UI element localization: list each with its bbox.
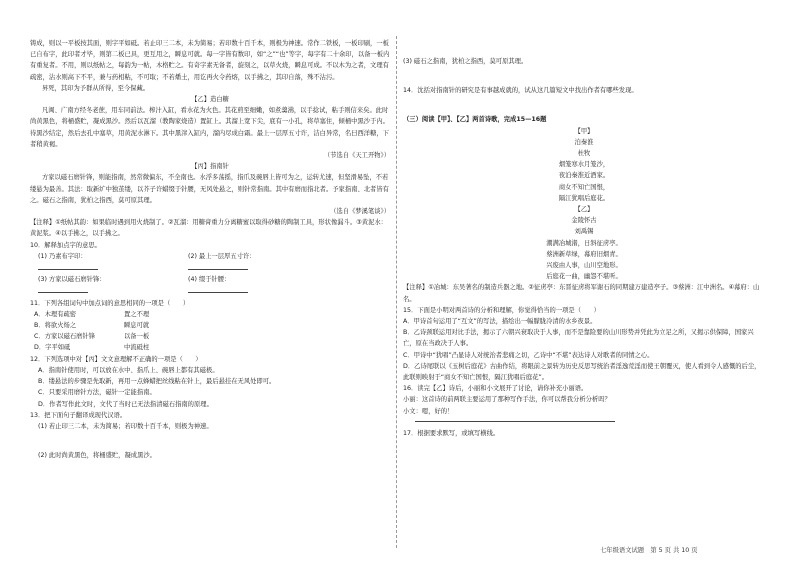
question-16: 16．读完【乙】诗后，小丽和小文展开了讨论，请你补充小丽语。	[403, 385, 588, 393]
q12-option-b: B．缕悬法的步骤是先取新，再用一点蜂蜡把丝线粘在针上，最后悬挂在无风处即可。	[38, 378, 276, 386]
poem1-title: 泊秦淮	[574, 138, 594, 146]
yi-source: （节选自《天工开物》）	[323, 152, 390, 160]
q13-sentence-1: (1) 若止印三二本，未为简易；若印数十百千本，则极为神速。	[38, 422, 213, 430]
bing-source: （选自《梦溪笔谈》）	[330, 208, 390, 216]
question-17: 17．根据要求默写，或填写横线。	[403, 429, 500, 437]
left-column	[30, 38, 390, 461]
answer-line[interactable]	[38, 285, 88, 293]
q12-option-a: A．指南针使用时，可以放在水中、指爪上、碗唇上都有其磁极。	[38, 366, 219, 374]
q10-item-4: (4) 缀于针腰：	[188, 276, 231, 284]
section-3-heading: （三）阅读【甲】、【乙】两首诗歌，完成15—16题	[403, 116, 547, 124]
bing-title: 【丙】指南针	[191, 163, 229, 171]
poem2-title: 金陵怀古	[571, 217, 597, 225]
right-column	[403, 38, 765, 439]
question-15: 15．下面是小明对两首诗的分析和理解，你觉得恰当的一项是（ ）	[403, 306, 600, 314]
q15-option-a: A．甲诗首句运用了“互文”的写法，描绘出一幅朦胧冷清的水乡夜景。	[403, 318, 597, 326]
q15-option-d: D．乙诗尾联以《玉树后庭花》古曲作结，将眼前之景转为历史反思写统治者淫逸荒淫而使王朝覆灭，使人看到令人感慨的后尘，此联则映射于“商女不知亡国恨，隔江犹唱后庭花”。	[403, 362, 761, 382]
poem2-line: 兴废由人事，山川空地形。	[546, 262, 622, 270]
q10-item-1: (1) 乃素布字印：	[38, 252, 87, 260]
q11-option-c: C．方家以磁石磨针锋 以备一板	[34, 333, 150, 341]
column-divider	[396, 36, 397, 548]
question-13: 13．把下面句子翻译成现代汉语。	[30, 411, 127, 419]
q11-option-b: B．将欲火炀之 瞬息可就	[34, 322, 150, 330]
yi-body: 凡闽、广南方经冬老蔗，用车同前法。榨汁入缸，看水花为火色。其花煎至细嫩，如煮羹沸，以手捻试，粘手则信来矣。此时尚黄黑色，将桶盛贮，凝成黑沙。然后以瓦溜（教陶家烧造）置缸上。其溜上宽下尖，底有一小孔，将草塞住，倾桶中黑沙于内。待黑沙结定，然后去孔中塞草，用黄泥水淋下。其中黑滓入缸内，溜内尽成白霜。最上一层厚五寸许，洁白异常，名曰西洋糖，下者稍黄褐。	[30, 107, 389, 148]
q11-option-a: A．木理有疏密 置之不理	[34, 310, 150, 318]
q15-option-b: B．乙诗颈联运用对比手法，揭示了六朝兴衰取决于人事，而不是靠险要的山川形势并凭此为立足之所，又揭示供保障，国家兴亡，原在当政决于人事。	[403, 329, 754, 348]
poem1-line: 烟笼寒水月笼沙，	[558, 161, 610, 169]
poem2-author: 刘禹锡	[574, 228, 594, 236]
q11-option-d: D．字平如砥 中流砥柱	[34, 344, 150, 352]
answer-line[interactable]	[188, 285, 248, 293]
poem1-tag: 【甲】	[574, 127, 594, 135]
poem2-tag: 【乙】	[574, 206, 594, 214]
q12-option-d: D．作者写作此文时，文代了当时已无法指清磁石指南的原理。	[38, 400, 213, 408]
bing-body: 方家以磁石磨针锋，则能指南，然常微偏东，不全南也。水浮多荡摇，指爪及碗唇上皆可为之，运转尤速，但坚滑易坠，不若缕悬为最善。其法：取新纩中独茧缕，以芥子许蜡缀于针腰，无风处悬之，则针常指南。其中有磨而指北者。予家指南、北者皆有之。磁石之指南，犹柏之指西，莫可原其理。	[30, 174, 389, 204]
q16-xiaowen: 小文：嗯，好的！	[403, 407, 454, 415]
poem2-line: 蔡洲新草绿，幕府旧烟青。	[546, 250, 622, 258]
yi-title: 【乙】造白糖	[191, 96, 229, 104]
q15-option-c: C．甲诗中“犹唱”凸显诗人对统治者悲痛之切，乙诗中“不堪”表达诗人对歌者的同情之心。	[403, 351, 654, 359]
question-14: 14．沈括对指南针的研究是有事越成就的，试从这几篇短文中找出作者有哪些发现。	[403, 87, 638, 95]
answer-line[interactable]	[188, 262, 248, 270]
q10-item-3: (3) 方家以磁石磨针锋：	[38, 276, 106, 284]
question-12: 12．下列选项中对【丙】文文意理解不正确的一项是（ ）	[30, 355, 202, 363]
note: 【注释】①纸帖其韵：如果临时遇到用火烧制了。②瓦溜：用糖膏重力分离糖蜜以取得砂糖的陶制工具，形状像漏斗。③黄泥水：黄泥浆。④以手拂之，以手拂之。	[30, 219, 387, 238]
q10-item-2: (2) 最上一层厚五寸许：	[188, 252, 256, 260]
q10-row-2	[30, 274, 390, 297]
jia-tail: 昇死，其印为予群从所得，至今保藏。	[42, 84, 150, 92]
question-10: 10．解释加点字的意思。	[30, 241, 101, 249]
q12-option-c: C．只要采用磨针方法，磁针一定能指南。	[38, 389, 156, 397]
poem2-line: 潮满冶城渚，日斜征虏亭。	[546, 239, 622, 247]
poem1-line: 隔江犹唱后庭花。	[558, 194, 610, 202]
q13-sentence-2: (2) 此时尚黄黑色，将桶盛贮，凝成黑沙。	[38, 452, 156, 460]
poem1-line: 夜泊秦淮近酒家。	[558, 172, 610, 180]
page-footer: 七年级语文试题 第 5 页 共 10 页	[600, 547, 698, 554]
poem2-line: 后庭花一曲，幽怨不堪听。	[546, 273, 622, 281]
q10-row-1	[30, 251, 390, 274]
q13-sentence-3: (3) 磁石之指南，犹柏之指西，莫可原其理。	[403, 58, 528, 65]
question-11: 11．下列各组词句中加点词的意思相同的一项是（ ）	[30, 299, 190, 307]
jia-body: 铸成，则以一平板按其面，则字平如砥。若止印三二本，未为简易；若印数十百千本，则极为神速。常作二铁板，一板印刷，一板已自布字，此印者才毕，则第二板已具，更互用之，瞬息可就。每一字皆有数印，如“之”“也”等字，每字有二十余印，以备一板内有重复者。不用，则以纸帖之，每韵为一帖，木格贮之。有奇字素无备者，旋刻之，以草火烧，瞬息可成。不以木为之者，文理有疏密，沾水则高下不平，兼与药相粘，不可取；不若燔土，用讫再火令药熔，以手拂之，其印自落，殊不沾污。	[30, 40, 390, 81]
answer-line[interactable]	[38, 262, 98, 270]
poem1-line: 商女不知亡国恨，	[558, 183, 610, 191]
q16-xiaoli: 小丽：这首诗的前两联主要运用了那种写作手法，你可以帮我分析分析吗？	[403, 396, 611, 404]
poem1-author: 杜牧	[577, 150, 591, 158]
poem-note: 【注释】①冶城：东吴著名的制造兵器之地。②征虏亭：东晋征虏将军谢石的同期建万建造亭子。③蔡洲：江中洲名。④幕府：山名。	[403, 284, 760, 303]
